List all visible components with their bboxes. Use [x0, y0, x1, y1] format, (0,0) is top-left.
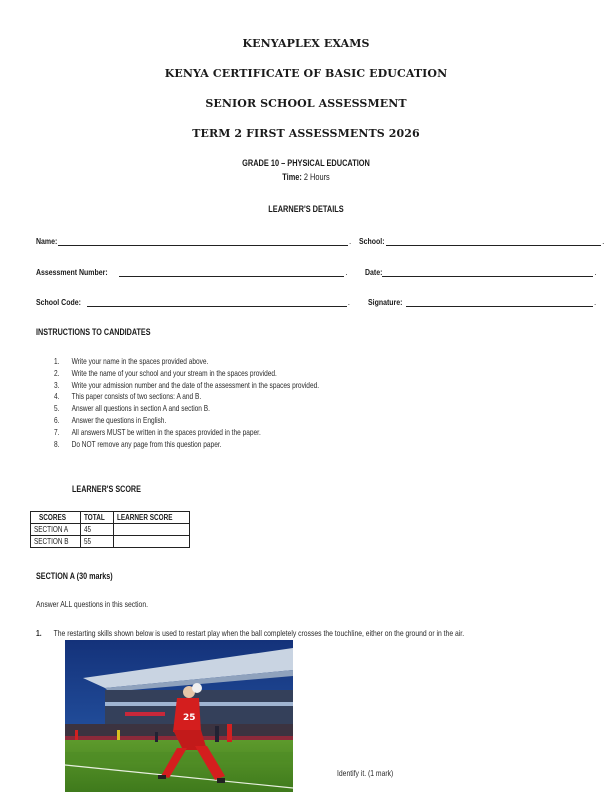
table-row: SECTION B 55: [31, 536, 190, 548]
name-input-line[interactable]: [58, 235, 348, 246]
section-b-learner-score-cell[interactable]: [114, 536, 190, 548]
assessment-number-input-line[interactable]: [119, 266, 344, 277]
instruction-item: 6. Answer the questions in English.: [54, 415, 167, 425]
date-field[interactable]: Date: .: [365, 267, 597, 277]
field-row-1: [36, 234, 605, 248]
table-row: SECTION A 45: [31, 524, 190, 536]
instructions-title: INSTRUCTIONS TO CANDIDATES: [36, 327, 151, 337]
school-code-input-line[interactable]: [87, 296, 347, 307]
section-a-instruction: Answer ALL questions in this section.: [36, 599, 149, 609]
score-table-header: SCORES TOTAL LEARNER SCORE: [31, 512, 190, 524]
section-a-title: SECTION A (30 marks): [36, 571, 113, 581]
school-code-field[interactable]: School Code: .: [36, 297, 351, 307]
field-row-2: [36, 265, 602, 279]
stadium-illustration: [65, 640, 293, 792]
signature-field[interactable]: Signature: .: [368, 297, 597, 307]
exam-board-title: KENYAPLEX EXAMS: [242, 37, 370, 50]
question-text: The restarting skills shown below is used to restart play when the ball completely crosses the touchline, either on the ground or in the air.: [53, 628, 465, 638]
instruction-item: 3. Write your admission number and the date of the assessment in the spaces provided.: [54, 380, 320, 390]
field-row-3: [36, 295, 602, 309]
instruction-item: 5. Answer all questions in section A and section B.: [54, 404, 210, 414]
date-input-line[interactable]: [382, 266, 593, 277]
school-label: School:: [359, 236, 385, 246]
school-input-line[interactable]: [386, 235, 601, 246]
assessment-number-label: Assessment Number:: [36, 267, 108, 277]
school-field[interactable]: School: .: [359, 236, 605, 246]
question-1: [36, 628, 464, 638]
certificate-title: KENYA CERTIFICATE OF BASIC EDUCATION: [164, 67, 448, 80]
time-label: Time:: [282, 172, 302, 182]
name-field[interactable]: Name: .: [36, 236, 352, 246]
section-a-learner-score-cell[interactable]: [114, 524, 190, 536]
time-value: 2 Hours: [303, 172, 330, 182]
signature-label: Signature:: [368, 297, 403, 307]
instructions-list: [54, 356, 319, 450]
signature-input-line[interactable]: [406, 296, 593, 307]
instruction-item: 2. Write the name of your school and your stream in the spaces provided.: [54, 368, 277, 378]
subject-title: GRADE 10 – PHYSICAL EDUCATION: [242, 158, 370, 168]
instruction-item: 8. Do NOT remove any page from this question paper.: [54, 439, 222, 449]
learner-score-title: LEARNER'S SCORE: [72, 484, 141, 494]
score-table: [30, 511, 190, 548]
date-label: Date:: [365, 267, 383, 277]
soccer-throw-in-photo: [65, 640, 293, 792]
question-1-prompt: Identify it. (1 mark): [337, 768, 394, 778]
assessment-number-field[interactable]: Assessment Number: .: [36, 267, 348, 277]
time-allowed: [55, 172, 557, 182]
instruction-item: 4. This paper consists of two sections: A and B.: [54, 392, 202, 402]
learner-details-title: LEARNER'S DETAILS: [268, 204, 344, 214]
school-code-label: School Code:: [36, 297, 81, 307]
question-number: 1.: [36, 628, 42, 638]
svg-text:25: 25: [183, 713, 196, 723]
instruction-item: 1. Write your name in the spaces provided above.: [54, 357, 209, 366]
instruction-item: 7. All answers MUST be written in the spaces provided in the paper.: [54, 427, 261, 437]
name-label: Name:: [36, 236, 58, 246]
term-title: TERM 2 FIRST ASSESSMENTS 2026: [192, 127, 420, 140]
assessment-title: SENIOR SCHOOL ASSESSMENT: [205, 97, 407, 110]
